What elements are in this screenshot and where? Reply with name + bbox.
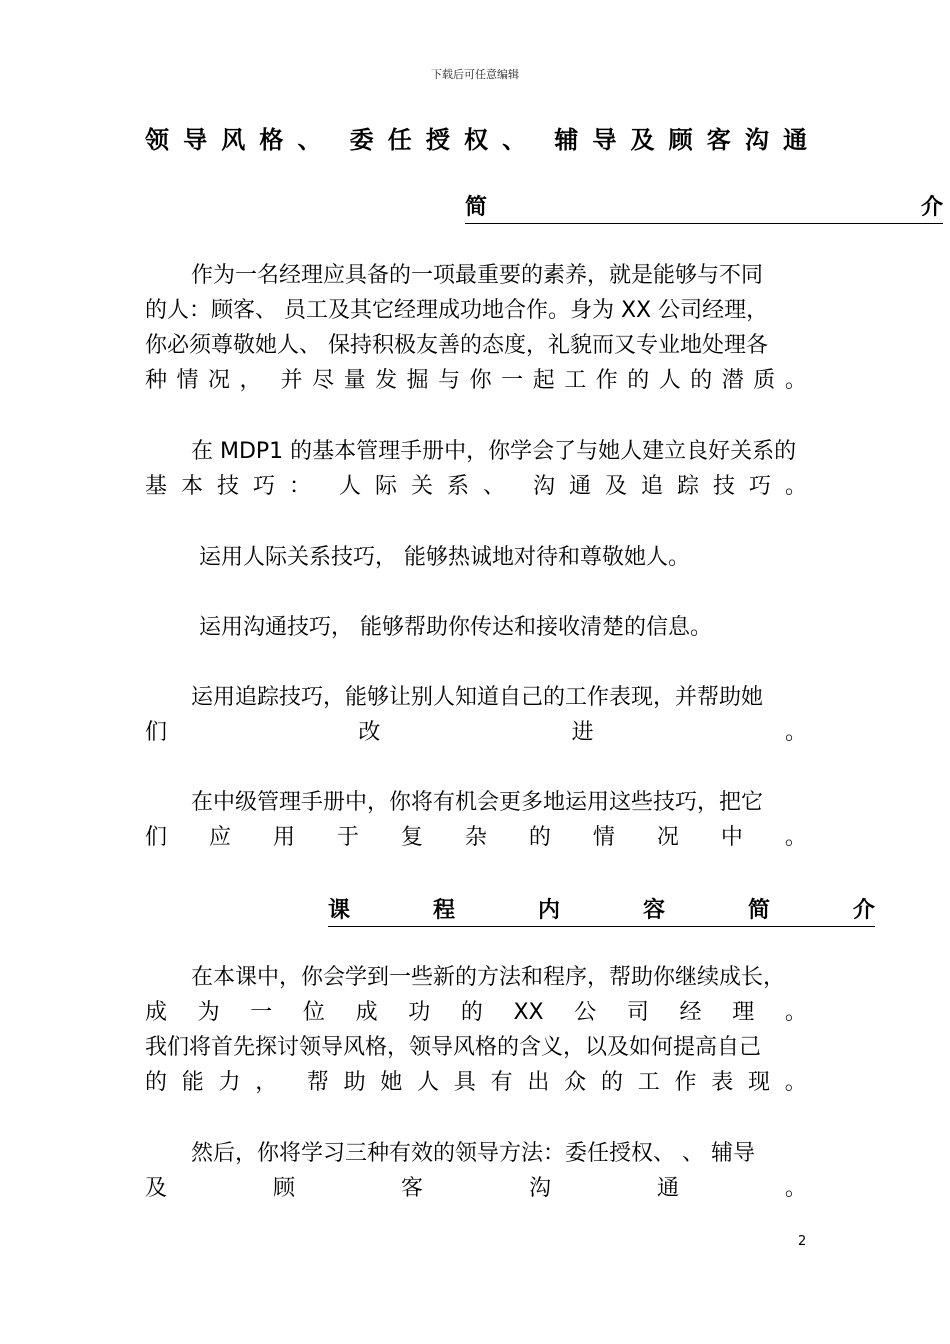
char: 系 (446, 474, 469, 499)
char: 工 (564, 368, 587, 393)
text-line (145, 1065, 807, 1100)
char: 本 (181, 474, 204, 499)
char: 。 (784, 368, 807, 393)
char: 应 (208, 825, 231, 850)
char: 、 (297, 126, 322, 154)
char: 沟 (528, 1176, 551, 1201)
char: 关 (410, 474, 433, 499)
char: 掘 (406, 368, 429, 393)
char: 司 (626, 1000, 649, 1025)
char: 介 (920, 195, 943, 220)
char: 表 (711, 1070, 734, 1095)
char: 力 (218, 1070, 241, 1095)
char: 的 (690, 368, 713, 393)
text-line (145, 715, 807, 750)
char: 人 (658, 368, 681, 393)
char: 沟 (744, 126, 769, 154)
char: 进 (571, 720, 594, 745)
char: 巧 (253, 474, 276, 499)
paragraph-8 (145, 1136, 807, 1206)
char: 踪 (676, 474, 699, 499)
char: 工 (637, 1070, 660, 1095)
text-line: 运用沟通技巧， 能够帮助你传达和接收清楚的信息。 (199, 615, 712, 640)
text-line (145, 363, 807, 398)
char: 尽 (312, 368, 335, 393)
char: 质 (753, 368, 776, 393)
char: 理 (732, 1000, 755, 1025)
char: 委 (349, 126, 374, 154)
char: 具 (453, 1070, 476, 1095)
char: 任 (387, 126, 412, 154)
text-line: 的人：顾客、 员工及其它经理成功地合作。身为 XX 公司经理， (145, 298, 769, 323)
char: 种 (145, 368, 168, 393)
text-line: 在本课中，你会学到一些新的方法和程序，帮助你继续成长， (191, 965, 786, 990)
text-line (145, 995, 807, 1030)
char: 基 (145, 474, 168, 499)
char: 的 (145, 1070, 168, 1095)
paragraph-4 (145, 610, 807, 645)
char: 中 (720, 825, 743, 850)
text-line: 在中级管理手册中，你将有机会更多地运用这些技巧，把它 (191, 790, 764, 815)
char: 量 (343, 368, 366, 393)
char: ， (239, 368, 262, 393)
text-line: 我们将首先探讨领导风格，领导风格的含义，以及如何提高自己 (145, 1035, 762, 1060)
paragraph-1 (145, 258, 807, 398)
char: 通 (656, 1176, 679, 1201)
paragraph-2 (145, 434, 807, 504)
char: 现 (748, 1070, 771, 1095)
char: 成 (145, 1000, 168, 1025)
text-line: 运用人际关系技巧， 能够热诚地对待和尊敬她人。 (199, 545, 690, 570)
char: 情 (176, 368, 199, 393)
char: 。 (784, 1000, 807, 1025)
char: 成 (355, 1000, 378, 1025)
char: 经 (679, 1000, 702, 1025)
char: 及 (630, 126, 655, 154)
char: 际 (374, 474, 397, 499)
char: 简 (747, 898, 770, 923)
text-line (145, 1171, 807, 1206)
char: 风 (221, 126, 246, 154)
char: 与 (438, 368, 461, 393)
char: 通 (568, 474, 591, 499)
char: 的 (528, 825, 551, 850)
char: 导 (592, 126, 617, 154)
char: 课 (328, 898, 351, 923)
char: 有 (490, 1070, 513, 1095)
char: 并 (280, 368, 303, 393)
char: 她 (380, 1070, 403, 1095)
char: 、 (502, 126, 527, 154)
char: 们 (145, 825, 168, 850)
char: 、 (482, 474, 505, 499)
header-note: 下载后可任意编辑 (431, 68, 519, 81)
paragraph-5 (145, 680, 807, 750)
char: 客 (706, 126, 731, 154)
char: 人 (417, 1070, 440, 1095)
char: 程 (432, 898, 455, 923)
char: 复 (400, 825, 423, 850)
text-line: 在 MDP1 的基本管理手册中，你学会了与她人建立良好关系的 (191, 439, 797, 464)
char: 权 (463, 126, 488, 154)
char: 。 (784, 474, 807, 499)
page-number: 2 (798, 1234, 807, 1249)
char: 巧 (748, 474, 771, 499)
char: 客 (400, 1176, 423, 1201)
char: 帮 (306, 1070, 329, 1095)
char: 况 (656, 825, 679, 850)
char: 容 (642, 898, 665, 923)
char: 众 (564, 1070, 587, 1095)
char: 授 (425, 126, 450, 154)
char: 公 (574, 1000, 597, 1025)
document-title (145, 120, 807, 155)
char: 格 (259, 126, 284, 154)
char: 。 (784, 720, 807, 745)
char: 的 (460, 1000, 483, 1025)
char: 改 (358, 720, 381, 745)
char: 你 (469, 368, 492, 393)
char: 。 (784, 825, 807, 850)
char: 于 (336, 825, 359, 850)
char: 况 (208, 368, 231, 393)
text-line: 你必须尊敬她人、 保持积极友善的态度，礼貌而又专业地处理各 (145, 333, 768, 358)
char: ， (255, 1070, 278, 1095)
paragraph-7 (145, 960, 807, 1100)
char: 。 (784, 1070, 807, 1095)
char: 杂 (464, 825, 487, 850)
char: 的 (600, 1070, 623, 1095)
char: 出 (527, 1070, 550, 1095)
char: 情 (592, 825, 615, 850)
char: 位 (302, 1000, 325, 1025)
char: 领 (145, 126, 169, 154)
char: 作 (674, 1070, 697, 1095)
char: 技 (712, 474, 735, 499)
text-line: 作为一名经理应具备的一项最重要的素养，就是能够与不同 (191, 263, 764, 288)
char: 一 (250, 1000, 273, 1025)
char: 能 (181, 1070, 204, 1095)
text-line (145, 820, 807, 855)
char: 顾 (272, 1176, 295, 1201)
char: 功 (408, 1000, 431, 1025)
char: 追 (640, 474, 663, 499)
char: 为 (197, 1000, 220, 1025)
char: XX (513, 1000, 544, 1025)
char: 导 (183, 126, 208, 154)
char: 起 (532, 368, 555, 393)
char: 一 (501, 368, 524, 393)
paragraph-3 (145, 540, 807, 575)
char: 的 (627, 368, 650, 393)
char: 技 (217, 474, 240, 499)
char: 简 (465, 195, 488, 220)
char: 们 (145, 720, 168, 745)
char: 内 (537, 898, 560, 923)
char: ： (289, 474, 312, 499)
char: 辅 (554, 126, 579, 154)
char: 用 (272, 825, 295, 850)
text-line: 然后，你将学习三种有效的领导方法：委任授权、 、 辅导 (191, 1141, 755, 1166)
char: 介 (852, 898, 875, 923)
char: 及 (145, 1176, 168, 1201)
char: 。 (784, 1176, 807, 1201)
text-line: 运用追踪技巧，能够让别人知道自己的工作表现，并帮助她 (191, 685, 764, 710)
section-heading-intro (465, 190, 943, 224)
char: 顾 (668, 126, 693, 154)
text-line (145, 469, 807, 504)
char: 沟 (532, 474, 555, 499)
char: 潜 (721, 368, 744, 393)
char: 人 (338, 474, 361, 499)
paragraph-6 (145, 785, 807, 855)
char: 通 (782, 126, 807, 154)
char: 助 (343, 1070, 366, 1095)
char: 作 (595, 368, 618, 393)
section-heading-course (328, 893, 875, 927)
char: 及 (604, 474, 627, 499)
char: 发 (375, 368, 398, 393)
